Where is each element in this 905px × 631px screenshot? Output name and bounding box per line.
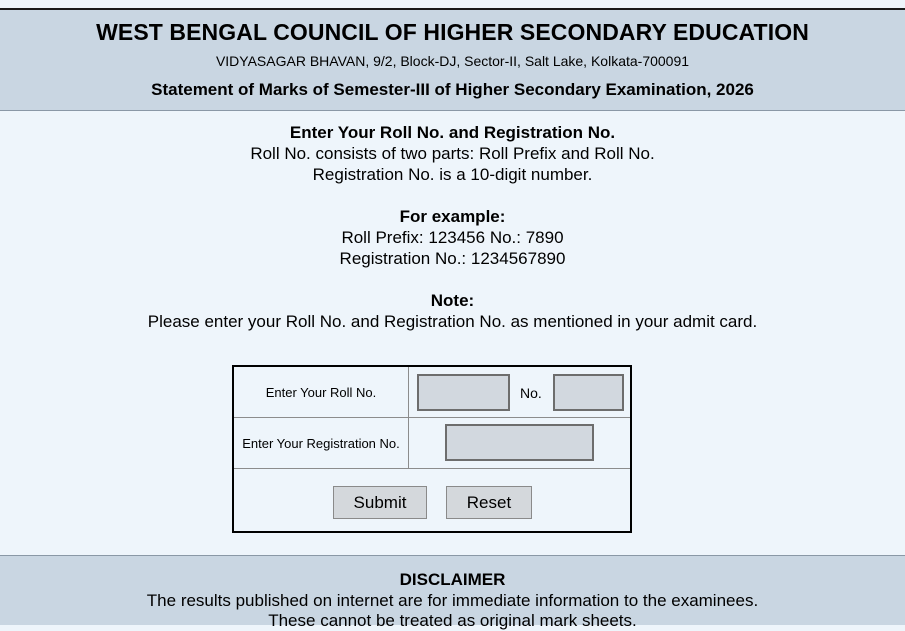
note-text: Please enter your Roll No. and Registration No. as mentioned in your admit card.	[147, 312, 758, 331]
roll-format-text: Roll No. consists of two parts: Roll Prefix and Roll No.	[250, 144, 655, 163]
roll-no-label: No.	[520, 385, 542, 401]
example-roll-text: Roll Prefix: 123456 No.: 7890	[341, 228, 564, 247]
example-heading: For example:	[399, 207, 506, 226]
registration-label: Enter Your Registration No.	[234, 418, 409, 468]
council-address: VIDYASAGAR BHAVAN, 9/2, Block-DJ, Sector-II, Salt Lake, Kolkata-700091	[215, 53, 690, 69]
roll-prefix-input[interactable]	[417, 374, 510, 411]
registration-format-text: Registration No. is a 10-digit number.	[312, 165, 593, 184]
roll-label: Enter Your Roll No.	[234, 367, 409, 417]
exam-statement-title: Statement of Marks of Semester-III of Higher Secondary Examination, 2026	[151, 80, 754, 99]
note-heading: Note:	[430, 291, 475, 310]
instructions-section	[0, 122, 905, 332]
roll-number-input[interactable]	[553, 374, 624, 411]
council-title: WEST BENGAL COUNCIL OF HIGHER SECONDARY EDUCATION	[96, 19, 809, 45]
roll-row	[234, 367, 630, 418]
registration-number-input[interactable]	[445, 424, 594, 461]
disclaimer-footer	[0, 555, 905, 630]
registration-row	[234, 418, 630, 469]
example-registration-text: Registration No.: 1234567890	[339, 249, 566, 268]
buttons-row	[234, 469, 630, 531]
submit-button[interactable]: Submit	[333, 486, 427, 519]
login-form	[232, 365, 632, 533]
instructions-heading: Enter Your Roll No. and Registration No.	[289, 123, 616, 142]
disclaimer-text-line1: The results published on internet are for immediate information to the examinees.	[146, 591, 759, 610]
reset-button[interactable]: Reset	[446, 486, 532, 519]
disclaimer-title: DISCLAIMER	[399, 570, 506, 589]
disclaimer-text-line2: These cannot be treated as original mark sheets.	[268, 611, 637, 630]
page-header	[0, 8, 905, 111]
